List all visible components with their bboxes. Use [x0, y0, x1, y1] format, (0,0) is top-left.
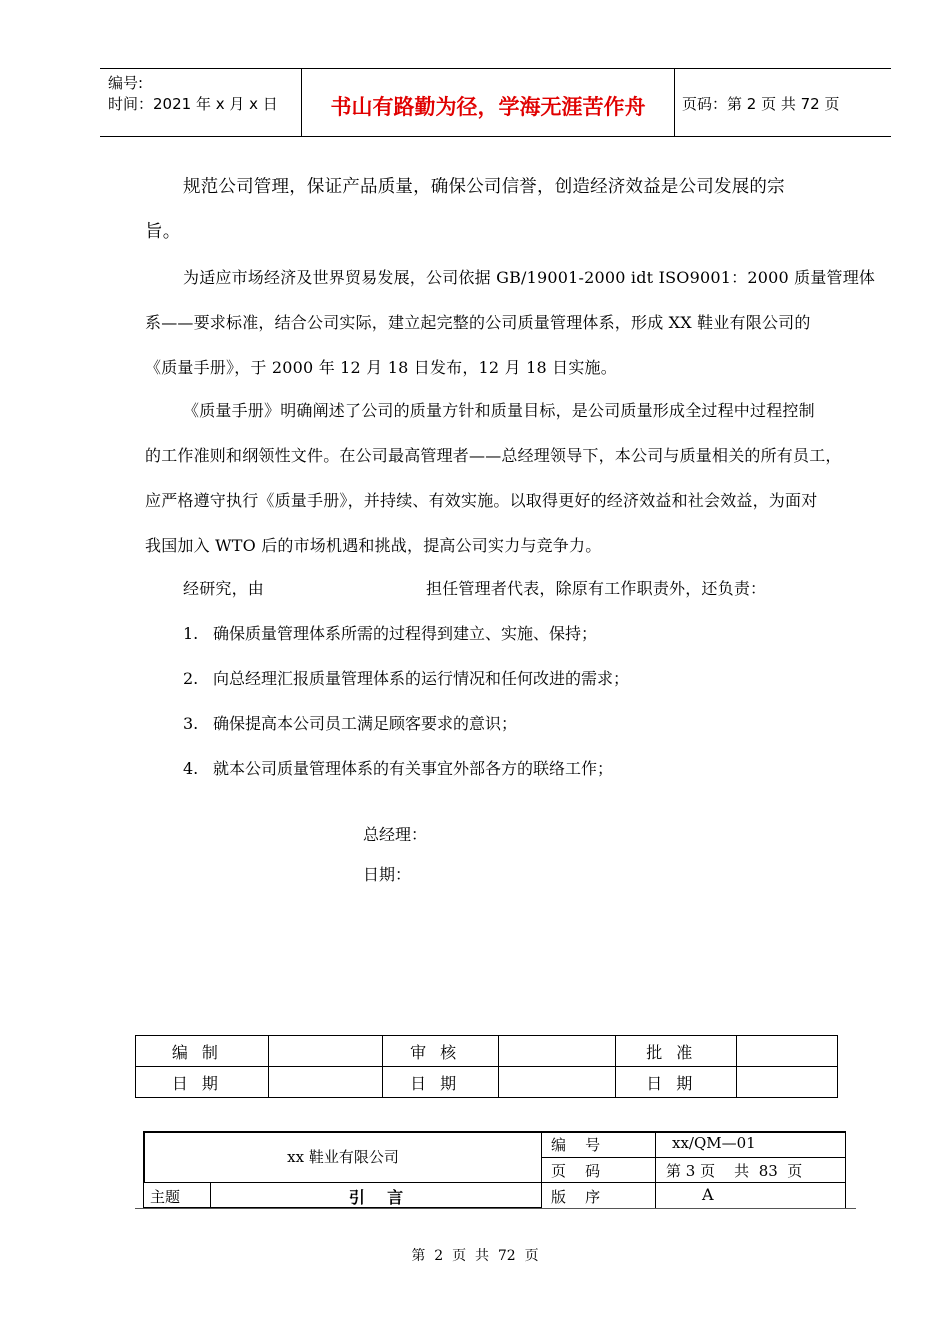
header-left: [108, 73, 278, 115]
page-label: 页 码: [551, 1162, 601, 1180]
cell-input[interactable]: [737, 1036, 838, 1067]
revision-label: 版 序: [551, 1188, 601, 1206]
cell-label: 日期: [616, 1067, 737, 1098]
list-item: 3. 确保提高本公司员工满足顾客要求的意识；: [183, 714, 518, 733]
paragraph-purpose: [145, 165, 860, 255]
divider: [541, 1157, 846, 1158]
text-line: [145, 566, 860, 611]
table-row: [136, 1036, 838, 1067]
text-line: 旨。: [145, 222, 181, 242]
cell-label: 批准: [616, 1036, 737, 1067]
revision-value: A: [702, 1185, 714, 1204]
header-page-info: 页码：第 2 页 共 72 页: [682, 95, 840, 113]
text-line: 为适应市场经济及世界贸易发展，公司依据 GB/19001-2000 idt ISO9001：2000 质量管理体: [183, 268, 876, 287]
divider: [135, 1208, 856, 1209]
list-item: 1. 确保质量管理体系所需的过程得到建立、实施、保持；: [183, 624, 598, 643]
text-line: 《质量手册》明确阐述了公司的质量方针和质量目标，是公司质量形成全过程中过程控制: [183, 401, 815, 420]
divider: [541, 1131, 542, 1208]
cell-input[interactable]: [498, 1067, 616, 1098]
time-label: 时间：2021 年 x 月 x 日: [108, 95, 278, 113]
company-name: xx 鞋业有限公司: [287, 1148, 399, 1166]
text-line: 的工作准则和纲领性文件。在公司最高管理者——总经理领导下，本公司与质量相关的所有员工，: [145, 446, 842, 465]
text-line: 《质量手册》，于 2000 年 12 月 18 日发布，12 月 18 日实施。: [145, 358, 617, 377]
theme-label: 主题: [150, 1188, 181, 1206]
cell-input[interactable]: [268, 1067, 382, 1098]
paragraph-manual: [145, 388, 860, 568]
general-manager-label: 总经理：: [363, 825, 428, 844]
theme-value: 引 言: [348, 1188, 404, 1207]
page-footer: 第 2 页 共 72 页: [411, 1248, 539, 1264]
number-label: 编 号: [551, 1136, 601, 1154]
cell-input[interactable]: [498, 1036, 616, 1067]
rep-duties: 担任管理者代表，除原有工作职责外，还负责：: [426, 579, 767, 598]
approval-table: [135, 1035, 838, 1098]
text-line: 应严格遵守执行《质量手册》，并持续、有效实施。以取得更好的经济效益和社会效益，为面对: [145, 491, 818, 510]
cell-input[interactable]: [268, 1036, 382, 1067]
text-line: 规范公司管理，保证产品质量，确保公司信誉，创造经济效益是公司发展的宗: [183, 177, 785, 197]
doc-number-label: 编号:: [108, 74, 144, 92]
cell-input[interactable]: [737, 1067, 838, 1098]
text-line: 系——要求标准，结合公司实际，建立起完整的公司质量管理体系，形成 XX 鞋业有限公司的: [145, 313, 811, 332]
cell-label: 日期: [136, 1067, 269, 1098]
text-line: 我国加入 WTO 后的市场机遇和挑战，提高公司实力与竞争力。: [145, 536, 602, 555]
page-header: [100, 68, 891, 137]
divider: [143, 1131, 846, 1133]
list-item: 2. 向总经理汇报质量管理体系的运行情况和任何改进的需求；: [183, 669, 630, 688]
cell-label: 编制: [136, 1036, 269, 1067]
divider: [845, 1131, 846, 1208]
table-row: [136, 1067, 838, 1098]
duty-list: [183, 611, 629, 791]
number-value: xx/QM—01: [672, 1134, 756, 1152]
list-item: 4. 就本公司质量管理体系的有关事宜外部各方的联络工作；: [183, 759, 614, 778]
divider: [655, 1131, 656, 1208]
date-label: 日期：: [363, 865, 412, 884]
header-divider: [674, 69, 675, 136]
header-motto: 书山有路勤为径，学海无涯苦作舟: [330, 95, 646, 119]
cell-label: 日期: [382, 1067, 498, 1098]
cell-label: 审核: [382, 1036, 498, 1067]
rep-intro: 经研究，由: [183, 579, 265, 598]
page-value: 第 3 页 共 83 页: [666, 1162, 803, 1180]
paragraph-representative: [145, 566, 860, 611]
paragraph-basis: [145, 255, 876, 390]
divider: [143, 1182, 846, 1183]
divider: [143, 1182, 144, 1208]
